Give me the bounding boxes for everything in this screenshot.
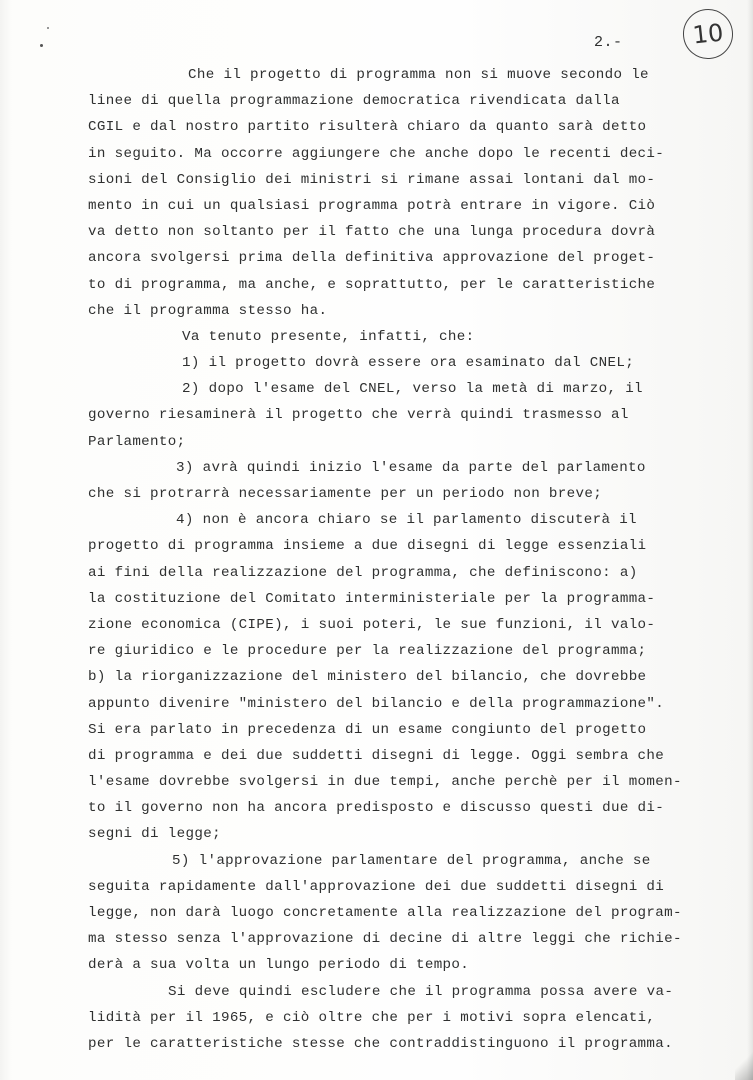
text-line: ancora svolgersi prima della definitiva approvazione del proget- xyxy=(88,250,656,267)
text-line: progetto di programma insieme a due disegni di legge essenziali xyxy=(88,538,647,555)
text-line: di programma e dei due suddetti disegni di legge. Oggi sembra che xyxy=(88,747,665,764)
text-line: legge, non darà luogo concretamente alla realizzazione del program- xyxy=(88,905,682,921)
text-line: to di programma, ma anche, e soprattutto, per le caratteristiche xyxy=(88,276,656,293)
text-line: ai fini della realizzazione del programma, che definiscono: a) xyxy=(88,564,638,581)
typed-body-text xyxy=(88,62,728,1057)
text-line: sioni del Consiglio dei ministri si rimane assai lontani dal mo- xyxy=(88,171,656,188)
text-line: Parlamento; xyxy=(88,433,186,450)
text-line: Si deve quindi escludere che il programma possa avere va- xyxy=(168,983,674,1000)
archive-stamp-number xyxy=(681,7,736,62)
text-line: appunto divenire "ministero del bilancio e della programmazione". xyxy=(88,695,665,712)
text-line: CGIL e dal nostro partito risulterà chiaro da quanto sarà detto xyxy=(88,119,647,136)
page-edge-shadow xyxy=(747,0,753,1080)
text-line: linee di quella programmazione democratica rivendicata dalla xyxy=(88,93,620,110)
text-line: l'esame dovrebbe svolgersi in due tempi, anche perchè per il momen- xyxy=(88,774,682,791)
text-line: re giuridico e le procedure per la realizzazione del programma; xyxy=(88,643,647,660)
paper-speck xyxy=(47,27,49,29)
text-line: va detto non soltanto per il fatto che una lunga procedura dovrà xyxy=(88,224,656,241)
text-line: 5) l'approvazione parlamentare del programma, anche se xyxy=(172,852,651,869)
text-line: seguita rapidamente dall'approvazione dei due suddetti disegni di xyxy=(88,878,665,895)
text-line: 2) dopo l'esame del CNEL, verso la metà di marzo, il xyxy=(182,381,643,398)
stamp-number-text: 10 xyxy=(691,18,725,50)
page-number: 2.- xyxy=(594,34,623,51)
text-line: Va tenuto presente, infatti, che: xyxy=(182,328,475,345)
text-line: per le caratteristiche stesse che contraddistinguono il programma. xyxy=(88,1035,674,1052)
text-line: zione economica (CIPE), i suoi poteri, le sue funzioni, il valo- xyxy=(88,616,656,633)
text-line: che il programma stesso ha. xyxy=(88,302,328,319)
text-line: governo riesaminerà il progetto che verrà quindi trasmesso al xyxy=(88,407,629,424)
text-line: 4) non è ancora chiaro se il parlamento discuterà il xyxy=(176,512,637,529)
text-line: to il governo non ha ancora predisposto e discusso questi due di- xyxy=(88,800,665,817)
text-line: mento in cui un qualsiasi programma potrà entrare in vigore. Ciò xyxy=(88,197,656,214)
paper-speck xyxy=(40,44,43,47)
text-line: Che il progetto di programma non si muove secondo le xyxy=(188,67,649,83)
text-line: lidità per il 1965, e ciò oltre che per i motivi sopra elencati, xyxy=(88,1009,656,1026)
text-line: 3) avrà quindi inizio l'esame da parte del parlamento xyxy=(176,459,646,476)
text-line: 1) il progetto dovrà essere ora esaminato dal CNEL; xyxy=(182,355,635,372)
text-line: ma stesso senza l'approvazione di decine di altre leggi che richie- xyxy=(88,931,682,948)
text-line: derà a sua volta un lungo periodo di tempo. xyxy=(88,957,470,974)
text-line: Si era parlato in precedenza di un esame congiunto del progetto xyxy=(88,721,647,738)
text-line: segni di legge; xyxy=(88,826,221,843)
page-corner-curl xyxy=(735,1040,753,1080)
text-line: che si protrarrà necessariamente per un periodo non breve; xyxy=(88,486,603,502)
text-line: b) la riorganizzazione del ministero del bilancio, che dovrebbe xyxy=(88,669,647,686)
text-line: in seguito. Ma occorre aggiungere che anche dopo le recenti deci- xyxy=(88,145,665,162)
text-line: la costituzione del Comitato interministeriale per la programma- xyxy=(88,590,656,607)
